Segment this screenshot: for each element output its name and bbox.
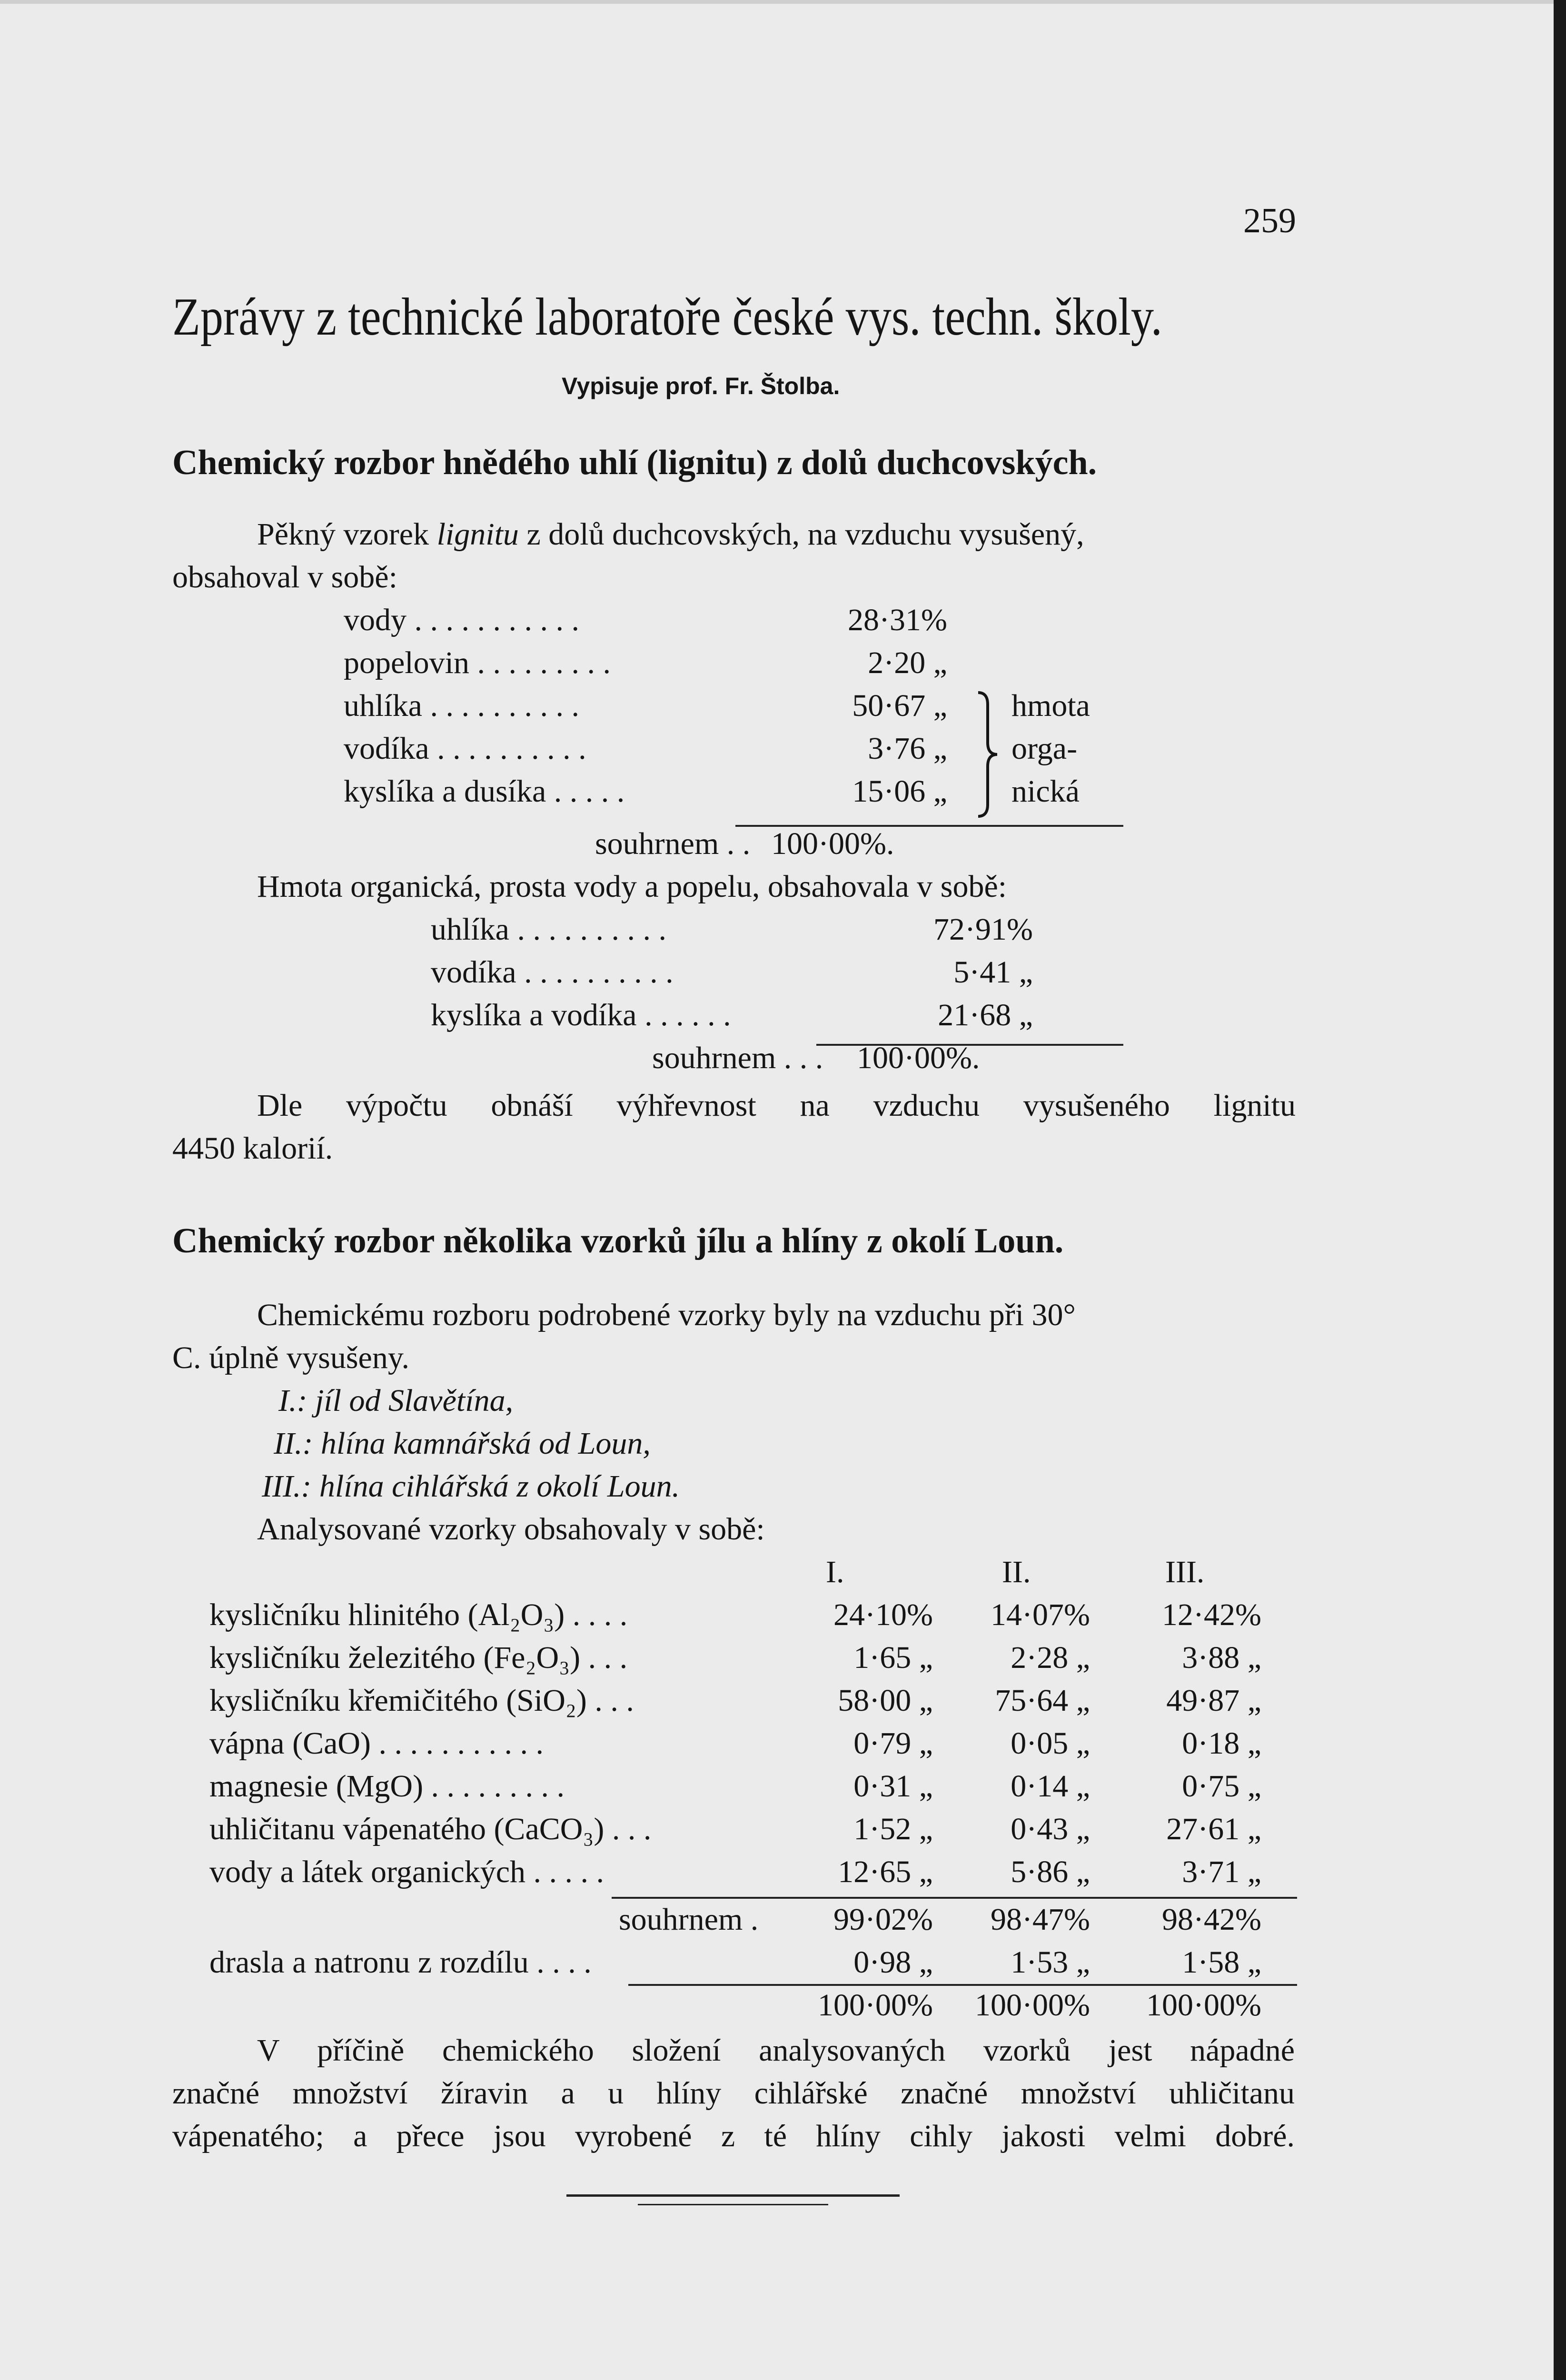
list-item-label: vodíka . . . . . . . . . . [344,731,586,766]
page-top-edge [0,0,1566,4]
section1-intro-line1 [257,516,1084,553]
table-row-label: vápna (CaO) . . . . . . . . . . . [209,1726,544,1761]
list-item-label: kyslíka a dusíka . . . . . [344,774,625,809]
table-cell: 98·47% [991,1902,1090,1937]
intro-pre: Pěkný vzorek [257,517,437,552]
list-item-label: kyslíka a vodíka . . . . . . [431,998,731,1032]
calorific-line1: Dle výpočtu obnáší výhřevnost na vzduchu vysušeného lignitu [257,1088,1296,1123]
table-cell: 1·65 „ [853,1640,933,1675]
table-cell: 27·61 „ [1166,1812,1261,1846]
column-header: I. [826,1555,844,1589]
table-cell: 49·87 „ [1166,1683,1261,1718]
list-item-value: 5·41 „ [953,955,1033,990]
table-cell: 0·31 „ [853,1769,933,1804]
table-cell: 2·28 „ [1011,1640,1090,1675]
conclusion-line: V příčině chemického složení analysovaných vzorků jest nápadné [257,2033,1295,2068]
closing-rule [566,2194,900,2197]
list-item-value: 3·76 „ [868,731,947,766]
brace-label-line: orga- [1011,731,1078,766]
total1-label: souhrnem . . [595,826,751,861]
total2-label: souhrnem . . . [652,1041,823,1075]
organic-line: Hmota organická, prosta vody a popelu, obsahovala v sobě: [257,869,1007,904]
brace-label-line: hmota [1011,688,1090,723]
table-cell: 0·43 „ [1011,1812,1090,1846]
sum-rule [628,1984,1297,1986]
table-cell: 12·42% [1162,1597,1261,1632]
table-cell: 0·98 „ [853,1945,933,1980]
section2-heading: Chemický rozbor několika vzorků jílu a hlíny z okolí Loun. [172,1221,1064,1260]
table-cell: 0·14 „ [1011,1769,1090,1804]
table-row-label: kysličníku hlinitého (Al₂O₃) . . . . [209,1597,628,1632]
table-cell: 5·86 „ [1011,1854,1090,1889]
table-cell: 0·05 „ [1011,1726,1090,1761]
conclusion-line: značné množství žíravin a u hlíny cihlářské značné množství uhličitanu [172,2076,1295,2111]
curly-brace-icon [973,690,1002,819]
page-title: Zprávy z technické laboratoře české vys. techn. školy. [172,288,1162,347]
table-cell: 24·10% [833,1597,933,1632]
table-cell: 1·53 „ [1011,1945,1090,1980]
total1-value: 100·00%. [771,826,894,861]
sample-item: I.: jíl od Slavětína, [278,1383,514,1418]
intro-post: z dolů duchcovských, na vzduchu vysušený, [518,517,1084,552]
table-cell: 3·88 „ [1182,1640,1261,1675]
sample-item: III.: hlína cihlářská z okolí Loun. [262,1469,680,1504]
table-row-label: kysličníku křemičitého (SiO₂) . . . [209,1683,634,1718]
list-item-label: uhlíka . . . . . . . . . . [344,688,579,723]
sum-rule [612,1897,1297,1899]
table-cell: 14·07% [991,1597,1090,1632]
table-cell: 1·58 „ [1182,1945,1261,1980]
list-item-label: vodíka . . . . . . . . . . [431,955,674,990]
table-cell: 100·00% [1146,1988,1261,2023]
table-row-label: vody a látek organických . . . . . [209,1854,605,1889]
calorific-line2: 4450 kalorií. [172,1131,333,1166]
byline: Vypisuje prof. Fr. Štolba. [562,373,840,399]
section2-intro-line1: Chemickému rozboru podrobené vzorky byly na vzduchu při 30° [257,1298,1076,1332]
intro-italic-lignitu: lignitu [436,517,519,552]
table-cell: 0·18 „ [1182,1726,1261,1761]
list-item-value: 72·91% [933,912,1033,947]
table-cell: 0·79 „ [853,1726,933,1761]
table-cell: 98·42% [1162,1902,1261,1937]
table-cell: 1·52 „ [853,1812,933,1846]
total2-value: 100·00%. [857,1041,980,1075]
page-number: 259 [1243,201,1296,240]
page-right-edge [1554,0,1566,2380]
list-item-value: 15·06 „ [852,774,947,809]
column-header: III. [1165,1555,1205,1589]
section2-intro-line2: C. úplně vysušeny. [172,1340,410,1375]
table-cell: 58·00 „ [838,1683,933,1718]
table-cell: 99·02% [833,1902,933,1937]
table-cell: 75·64 „ [995,1683,1090,1718]
table-cell: 100·00% [818,1988,933,2023]
list-item-value: 28·31% [848,603,947,637]
list-item-label: vody . . . . . . . . . . . [344,603,579,637]
section1-intro-line2: obsahoval v sobě: [172,560,397,595]
table-cell: 0·75 „ [1182,1769,1261,1804]
table-row-label: uhličitanu vápenatého (CaCO₃) . . . [209,1812,652,1846]
section1-heading: Chemický rozbor hnědého uhlí (lignitu) z dolů duchcovských. [172,443,1097,482]
conclusion-line: vápenatého; a přece jsou vyrobené z té hlíny cihly jakosti velmi dobré. [172,2119,1295,2153]
sample-item: II.: hlína kamnářská od Loun, [274,1426,651,1461]
table-row-label: drasla a natronu z rozdílu . . . . [209,1945,592,1980]
list-item-label: popelovin . . . . . . . . . [344,645,611,680]
column-header: II. [1002,1555,1031,1589]
table-cell: 100·00% [975,1988,1090,2023]
list-item-value: 50·67 „ [852,688,947,723]
subtotal-label: souhrnem . [619,1902,759,1937]
table-cell: 3·71 „ [1182,1854,1261,1889]
list-item-value: 2·20 „ [868,645,947,680]
table-row-label: magnesie (MgO) . . . . . . . . . [209,1769,565,1804]
list-item-value: 21·68 „ [938,998,1033,1032]
brace-label-line: nická [1011,774,1080,809]
list-item-label: uhlíka . . . . . . . . . . [431,912,666,947]
table-row-label: kysličníku železitého (Fe₂O₃) . . . [209,1640,628,1675]
analysed-line: Analysované vzorky obsahovaly v sobě: [257,1512,765,1547]
table-cell: 12·65 „ [838,1854,933,1889]
closing-rule [638,2204,828,2205]
